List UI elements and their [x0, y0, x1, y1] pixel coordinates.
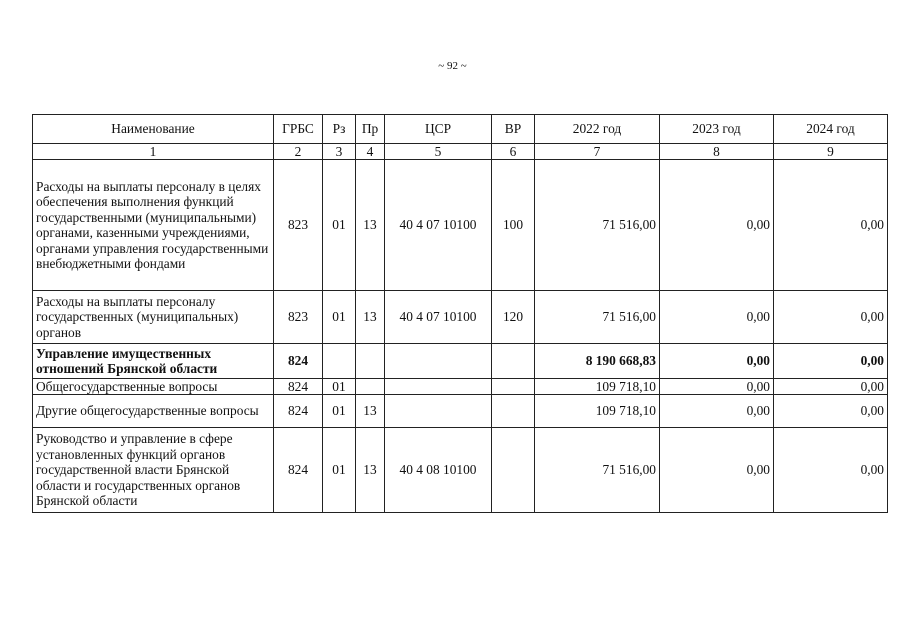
row-pr: 13 — [356, 291, 385, 344]
row-vr: 100 — [492, 160, 535, 291]
column-number: 5 — [385, 144, 492, 160]
row-2023: 0,00 — [660, 160, 774, 291]
row-grbs: 823 — [274, 291, 323, 344]
header-pr: Пр — [356, 115, 385, 144]
table-row — [33, 160, 888, 291]
table-row — [33, 379, 888, 395]
row-vr — [492, 379, 535, 395]
row-2022: 8 190 668,83 — [535, 344, 660, 379]
header-grbs: ГРБС — [274, 115, 323, 144]
row-grbs: 824 — [274, 395, 323, 428]
header-name: Наименование — [33, 115, 274, 144]
row-2022: 71 516,00 — [535, 160, 660, 291]
header-2023: 2023 год — [660, 115, 774, 144]
row-name: Расходы на выплаты персоналу государственных (муниципальных) органов — [33, 291, 274, 344]
row-2023: 0,00 — [660, 428, 774, 513]
column-number: 3 — [323, 144, 356, 160]
table-row — [33, 291, 888, 344]
row-rz: 01 — [323, 395, 356, 428]
column-number: 4 — [356, 144, 385, 160]
row-grbs: 823 — [274, 160, 323, 291]
row-csr: 40 4 08 10100 — [385, 428, 492, 513]
row-2024: 0,00 — [774, 291, 888, 344]
row-pr — [356, 344, 385, 379]
header-2024: 2024 год — [774, 115, 888, 144]
row-name: Общегосударственные вопросы — [33, 379, 274, 395]
row-rz — [323, 344, 356, 379]
row-rz: 01 — [323, 428, 356, 513]
row-2023: 0,00 — [660, 344, 774, 379]
header-row — [33, 115, 888, 144]
budget-table — [32, 114, 888, 513]
row-csr: 40 4 07 10100 — [385, 160, 492, 291]
row-name: Расходы на выплаты персоналу в целях обеспечения выполнения функций государственными (муниципальными) органами, казенными учреждениями, органами управления государственными внебюджетными фондами — [33, 160, 274, 291]
row-pr: 13 — [356, 160, 385, 291]
row-2022: 109 718,10 — [535, 395, 660, 428]
row-pr: 13 — [356, 395, 385, 428]
row-name: Руководство и управление в сфере установленных функций органов государственной власти Брянской области и государственных органов Брянской области — [33, 428, 274, 513]
table-row — [33, 428, 888, 513]
page-number: ~ 92 ~ — [438, 60, 467, 72]
row-rz: 01 — [323, 379, 356, 395]
column-number-row — [33, 144, 888, 160]
row-csr — [385, 344, 492, 379]
column-number: 2 — [274, 144, 323, 160]
row-name: Другие общегосударственные вопросы — [33, 395, 274, 428]
row-2024: 0,00 — [774, 379, 888, 395]
row-2023: 0,00 — [660, 379, 774, 395]
row-pr: 13 — [356, 428, 385, 513]
table-row-section — [33, 344, 888, 379]
row-csr — [385, 395, 492, 428]
row-csr: 40 4 07 10100 — [385, 291, 492, 344]
row-csr — [385, 379, 492, 395]
row-grbs: 824 — [274, 344, 323, 379]
header-vr: ВР — [492, 115, 535, 144]
row-name: Управление имущественных отношений Брянской области — [33, 344, 274, 379]
row-vr — [492, 344, 535, 379]
row-pr — [356, 379, 385, 395]
row-grbs: 824 — [274, 428, 323, 513]
row-2024: 0,00 — [774, 428, 888, 513]
row-vr: 120 — [492, 291, 535, 344]
header-rz: Рз — [323, 115, 356, 144]
row-grbs: 824 — [274, 379, 323, 395]
row-2022: 71 516,00 — [535, 428, 660, 513]
table-row — [33, 395, 888, 428]
column-number: 6 — [492, 144, 535, 160]
header-2022: 2022 год — [535, 115, 660, 144]
row-2022: 109 718,10 — [535, 379, 660, 395]
row-2024: 0,00 — [774, 395, 888, 428]
row-vr — [492, 428, 535, 513]
header-csr: ЦСР — [385, 115, 492, 144]
row-2024: 0,00 — [774, 344, 888, 379]
row-2022: 71 516,00 — [535, 291, 660, 344]
column-number: 7 — [535, 144, 660, 160]
row-vr — [492, 395, 535, 428]
column-number: 8 — [660, 144, 774, 160]
column-number: 9 — [774, 144, 888, 160]
row-rz: 01 — [323, 160, 356, 291]
row-rz: 01 — [323, 291, 356, 344]
row-2023: 0,00 — [660, 291, 774, 344]
row-2024: 0,00 — [774, 160, 888, 291]
row-2023: 0,00 — [660, 395, 774, 428]
column-number: 1 — [33, 144, 274, 160]
